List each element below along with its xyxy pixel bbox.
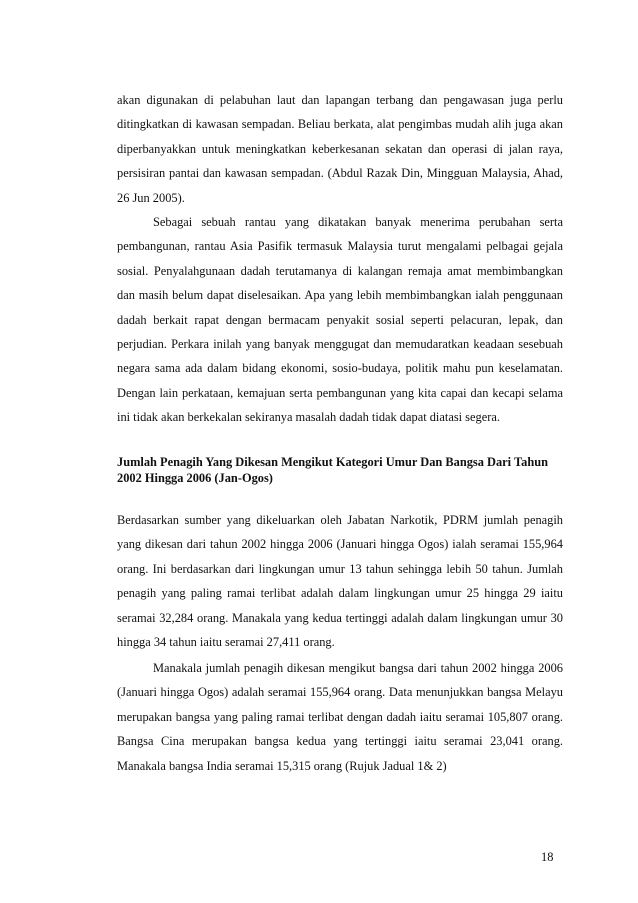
paragraph-1: akan digunakan di pelabuhan laut dan lapangan terbang dan pengawasan juga perlu ditingkatkan di kawasan sempadan. Beliau berkata, alat pengimbas mudah alih juga akan diperbanyakkan untuk meningkatkan keberkesanan sekatan dan operasi di jalan raya, persisiran pantai dan kawasan sempadan. (Abdul Razak Din, Mingguan Malaysia, Ahad, 26 Jun 2005).	[117, 93, 563, 205]
paragraph-3: Berdasarkan sumber yang dikeluarkan oleh Jabatan Narkotik, PDRM jumlah penagih yang dikesan dari tahun 2002 hingga 2006 (Januari hingga Ogos) ialah seramai 155,964 orang. Ini berdasarkan dari lingkungan umur 13 tahun sehingga lebih 50 tahun. Jumlah penagih yang paling ramai terlibat adalah dalam lingkungan umur 25 hingga 29 iaitu seramai 32,284 orang. Manakala yang kedua tertinggi adalah dalam lingkungan umur 30 hingga 34 tahun iaitu seramai 27,411 orang.	[117, 513, 563, 650]
paragraph-4: Manakala jumlah penagih dikesan mengikut bangsa dari tahun 2002 hingga 2006 (Januari hingga Ogos) adalah seramai 155,964 orang. Data menunjukkan bangsa Melayu merupakan bangsa yang paling ramai terlibat dengan dadah iaitu seramai 105,807 orang. Bangsa Cina merupakan bangsa kedua yang tertinggi iaitu seramai 23,041 orang. Manakala bangsa India seramai 15,315 orang (Rujuk Jadual 1& 2)	[117, 661, 563, 773]
paragraph-2: Sebagai sebuah rantau yang dikatakan banyak menerima perubahan serta pembangunan, rantau Asia Pasifik termasuk Malaysia turut mengalami pelbagai gejala sosial. Penyalahgunaan dadah terutamanya di kalangan remaja amat membimbangkan dan masih belum dapat diselesaikan. Apa yang lebih membimbangkan ialah penggunaan dadah berkait rapat dengan bermacam penyakit sosial seperti pelacuran, lepak, dan perjudian. Perkara inilah yang banyak menggugat dan memudaratkan keadaan sesebuah negara sama ada dalam bidang ekonomi, sosio-budaya, politik mahu pun keselamatan. Dengan lain perkataan, kemajuan serta pembangunan yang kita capai dan kecapi selama ini tidak akan berkekalan sekiranya masalah dadah tidak dapat diatasi segera.	[117, 215, 563, 425]
section-heading: Jumlah Penagih Yang Dikesan Mengikut Kategori Umur Dan Bangsa Dari Tahun 2002 Hingga 2006 (Jan-Ogos)	[117, 455, 548, 485]
page-number: 18	[541, 850, 554, 864]
